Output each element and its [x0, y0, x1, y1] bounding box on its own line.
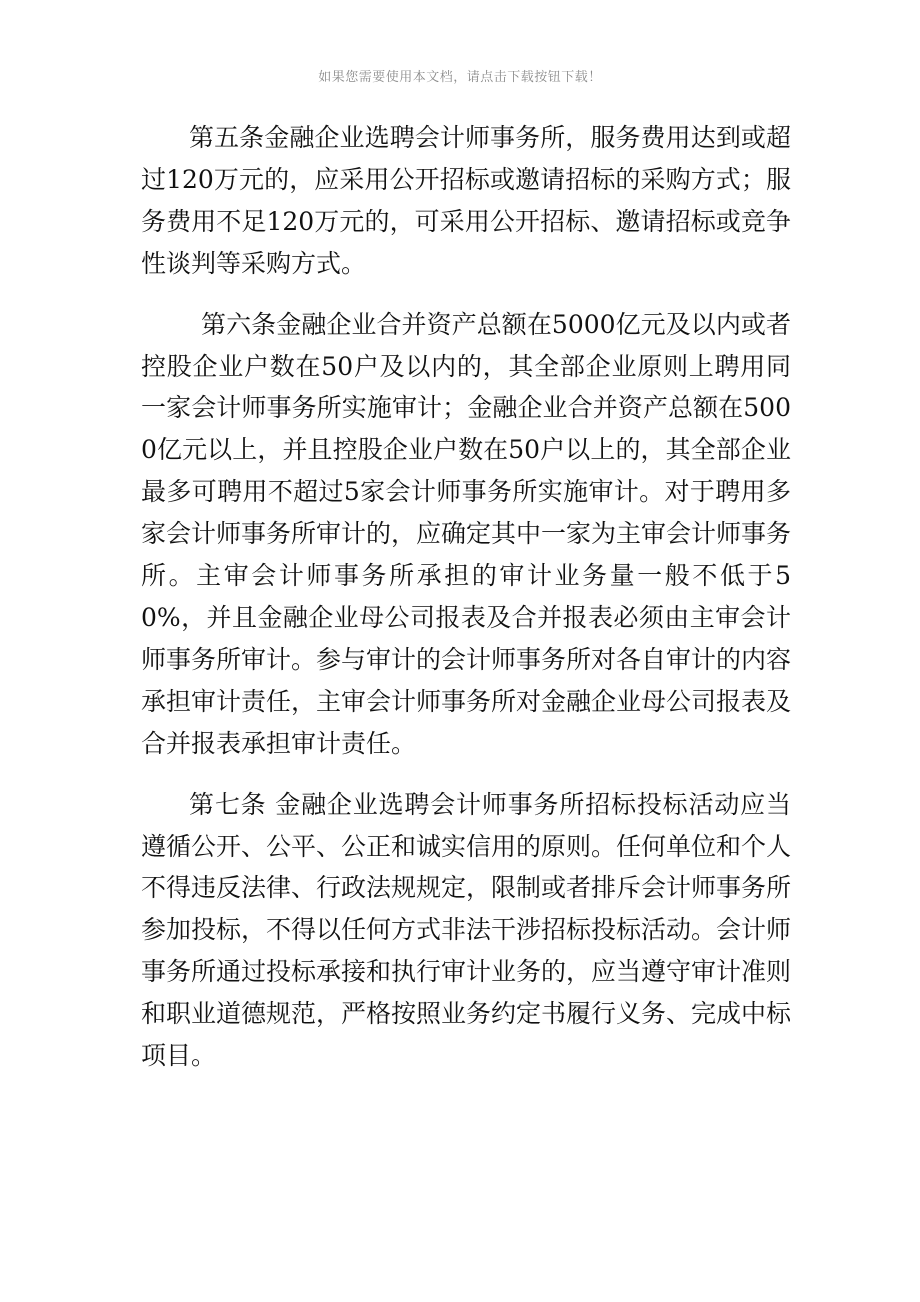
- document-body: [141, 117, 791, 1096]
- article-5-paragraph: 第五条金融企业选聘会计师事务所，服务费用达到或超过120万元的，应采用公开招标或邀请招标的采购方式；服务费用不足120万元的，可采用公开招标、邀请招标或竞争性谈判等采购方式。: [141, 123, 791, 278]
- download-notice: 如果您需要使用本文档，请点击下载按钮下载！: [318, 70, 602, 85]
- article-6-paragraph: 第六条金融企业合并资产总额在5000亿元及以内或者控股企业户数在50户及以内的，其全部企业原则上聘用同一家会计师事务所实施审计；金融企业合并资产总额在5000亿元以上，并且控股企业户数在50户以上的，其全部企业最多可聘用不超过5家会计师事务所实施审计。对于聘用多家会计师事务所审计的，应确定其中一家为主审会计师事务所。主审会计师事务所承担的审计业务量一般不低于50%，并且金融企业母公司报表及合并报表必须由主审会计师事务所审计。参与审计的会计师事务所对各自审计的内容承担审计责任，主审会计师事务所对金融企业母公司报表及合并报表承担审计责任。: [141, 309, 792, 758]
- article-7-paragraph: 第七条 金融企业选聘会计师事务所招标投标活动应当遵循公开、公平、公正和诚实信用的原则。任何单位和个人不得违反法律、行政法规规定，限制或者排斥会计师事务所参加投标，不得以任何方式非法干涉招标投标活动。会计师事务所通过投标承接和执行审计业务的，应当遵守审计准则和职业道德规范，严格按照业务约定书履行义务、完成中标项目。: [141, 789, 792, 1071]
